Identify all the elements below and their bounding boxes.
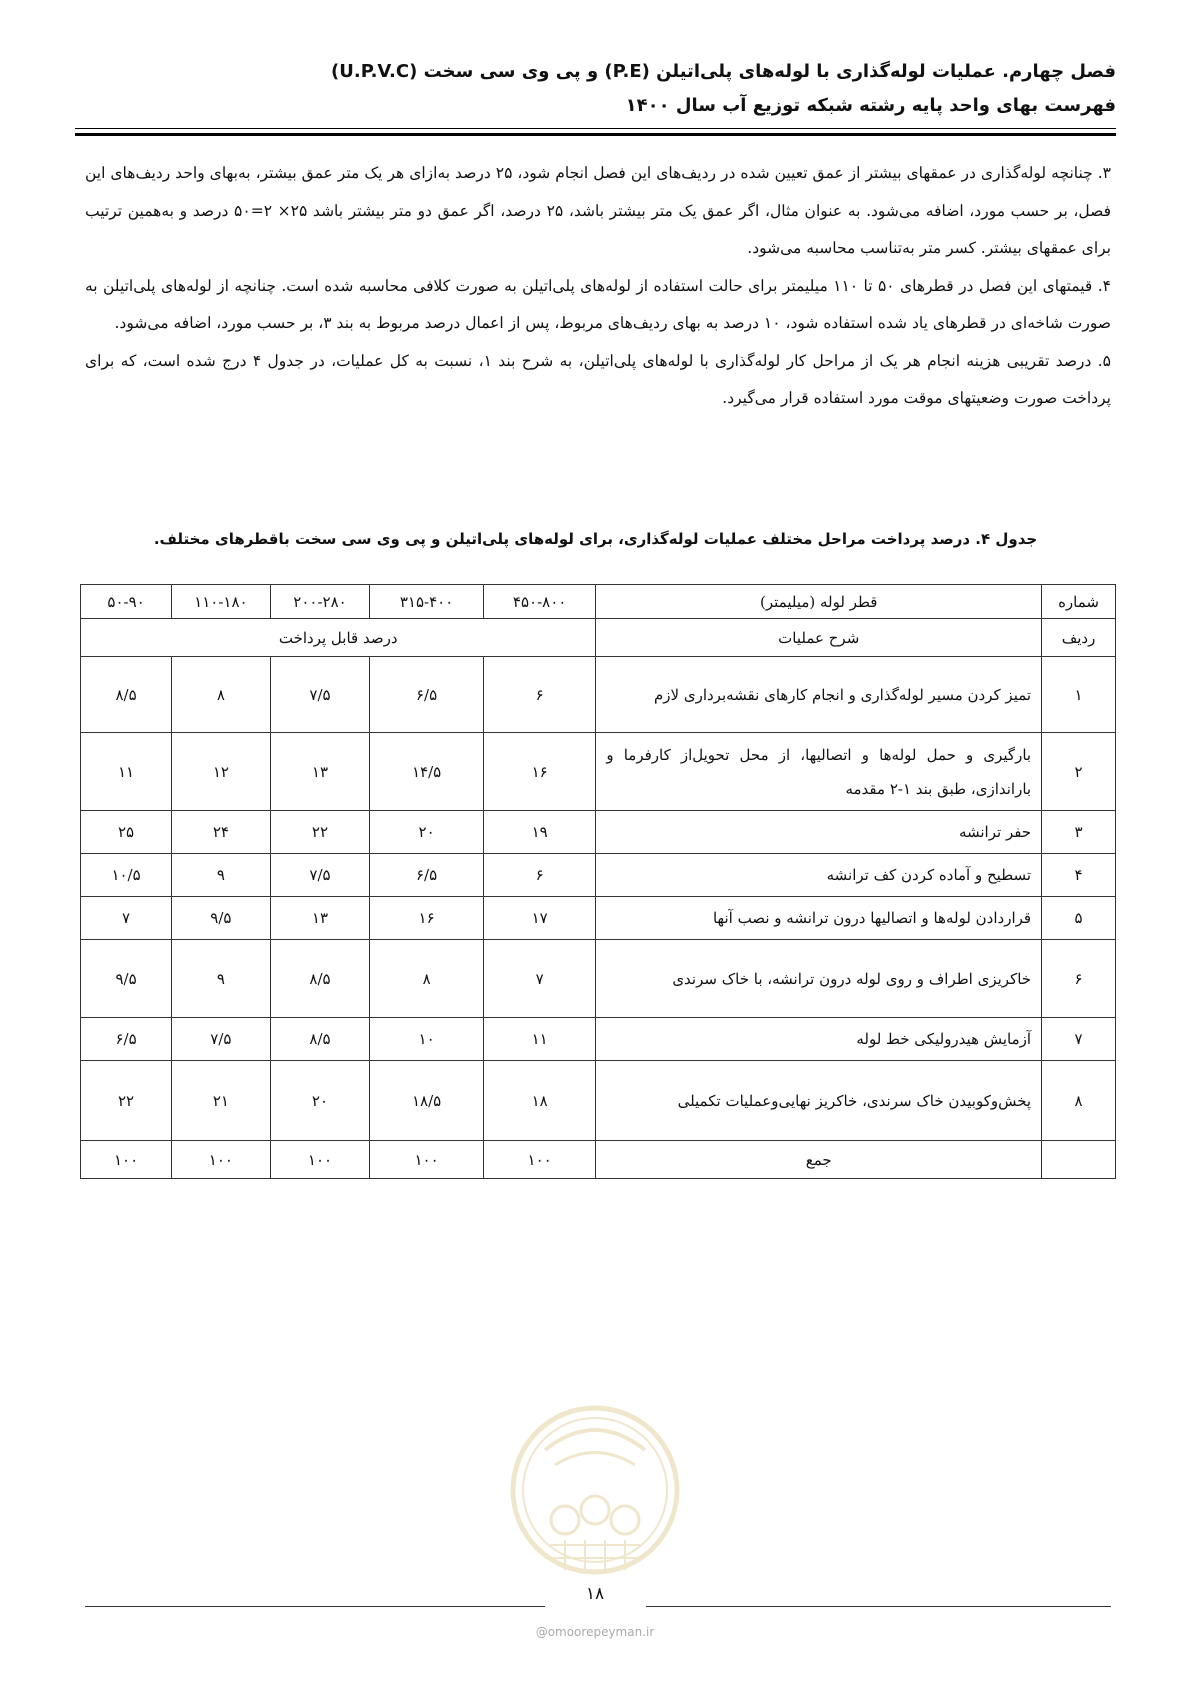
cell-value: ۸ xyxy=(370,940,484,1018)
row-number: ۱ xyxy=(1042,657,1116,733)
header-rule-thick xyxy=(75,133,1116,136)
row-number: ۶ xyxy=(1042,940,1116,1018)
cell-value: ۶ xyxy=(483,657,596,733)
cell-value: ۸/۵ xyxy=(270,1018,370,1061)
cell-value: ۲۴ xyxy=(172,811,271,854)
cell-value: ۶/۵ xyxy=(370,854,484,897)
cell-value: ۸/۵ xyxy=(81,657,172,733)
watermark-url: @omoorepeyman.ir xyxy=(535,1625,655,1639)
paragraph-3: ۳. چنانچه لوله‌گذاری در عمقهای بیشتر از عمق تعیین شده در ردیف‌های این فصل انجام شود، ۲۵ درصد به‌ازای هر یک متر عمق بیشتر، به‌بهای واحد ردیف‌های این فصل، بر حسب مورد، اضافه می‌شود. به عنوان مثال، اگر عمق یک متر بیشتر باشد، ۲۵ درصد، اگر عمق دو متر بیشتر باشد ۲۵× ۲=۵۰ درصد و به‌همین ترتیب برای عمقهای بیشتر. کسر متر به‌تناسب محاسبه می‌شود. xyxy=(85,164,1111,257)
cell-value: ۶/۵ xyxy=(370,657,484,733)
table-row xyxy=(81,733,1116,811)
table-row xyxy=(81,897,1116,940)
row-description: حفر ترانشه xyxy=(596,811,1042,854)
cell-value: ۱۱ xyxy=(483,1018,596,1061)
cell-value: ۱۰ xyxy=(370,1018,484,1061)
footer-rule-left xyxy=(85,1606,545,1607)
table-row xyxy=(81,657,1116,733)
cell-value: ۱۳ xyxy=(270,733,370,811)
cell-value: ۹/۵ xyxy=(81,940,172,1018)
table-row xyxy=(81,1018,1116,1061)
row-description: تمیز کردن مسیر لوله‌گذاری و انجام کارهای نقشه‌برداری لازم xyxy=(596,657,1042,733)
row-description: پخش‌وکوبیدن خاک سرندی، خاکریز نهایی‌وعملیات تکمیلی xyxy=(596,1061,1042,1141)
cell-value: ۱۶ xyxy=(483,733,596,811)
row-number: ۴ xyxy=(1042,854,1116,897)
operation-label: شرح عملیات xyxy=(596,619,1042,657)
table-row xyxy=(81,811,1116,854)
cell-value: ۲۰ xyxy=(270,1061,370,1141)
paragraph-5: ۵. درصد تقریبی هزینه انجام هر یک از مراحل کار لوله‌گذاری با لوله‌های پلی‌اتیلن، به شرح بند ۱، نسبت به کل عملیات، در جدول ۴ درج شده است، که برای پرداخت صورت وضعیتهای موقت مورد استفاده قرار می‌گیرد. xyxy=(85,351,1111,407)
row-label: ردیف xyxy=(1042,619,1116,657)
cell-value: ۸/۵ xyxy=(270,940,370,1018)
diameter-col-4: ۱۱۰-۱۸۰ xyxy=(172,585,271,619)
cell-value: ۷ xyxy=(483,940,596,1018)
cell-value: ۱۰/۵ xyxy=(81,854,172,897)
page-header xyxy=(75,55,1116,123)
row-number: ۵ xyxy=(1042,897,1116,940)
row-description: تسطیح و آماده کردن کف ترانشه xyxy=(596,854,1042,897)
cell-value: ۱۳ xyxy=(270,897,370,940)
header-chapter-title: فصل چهارم. عملیات لوله‌گذاری با لوله‌های پلی‌اتیلن (P.E) و پی وی سی سخت (U.P.V.C) xyxy=(331,61,1116,82)
row-number: ۷ xyxy=(1042,1018,1116,1061)
cell-value: ۲۲ xyxy=(270,811,370,854)
cell-value: ۲۵ xyxy=(81,811,172,854)
body-paragraphs xyxy=(85,155,1111,418)
row-description: بارگیری و حمل لوله‌ها و اتصالیها، از محل تحویل‌از کارفرما و باراندازی، طبق بند ۱-۲ مقدمه xyxy=(596,733,1042,811)
cell-value: ۱۷ xyxy=(483,897,596,940)
diameter-col-3: ۲۰۰-۲۸۰ xyxy=(270,585,370,619)
page-number: ۱۸ xyxy=(585,1584,605,1604)
cell-value: ۶ xyxy=(483,854,596,897)
row-number: ۳ xyxy=(1042,811,1116,854)
table-header-row xyxy=(81,585,1116,619)
cell-value: ۱۶ xyxy=(370,897,484,940)
table-row xyxy=(81,854,1116,897)
table-row xyxy=(81,940,1116,1018)
footer-rule-right xyxy=(646,1606,1111,1607)
header-list-title: فهرست بهای واحد پایه رشته شبکه توزیع آب سال ۱۴۰۰ xyxy=(625,95,1116,116)
cell-value: ۱۸/۵ xyxy=(370,1061,484,1141)
total-label: جمع xyxy=(596,1141,1042,1179)
cell-value: ۲۲ xyxy=(81,1061,172,1141)
row-number: ۸ xyxy=(1042,1061,1116,1141)
row-description: قراردادن لوله‌ها و اتصالیها درون ترانشه و نصب آنها xyxy=(596,897,1042,940)
cell-value: ۷/۵ xyxy=(270,657,370,733)
table-subheader-row xyxy=(81,619,1116,657)
diameter-col-2: ۳۱۵-۴۰۰ xyxy=(370,585,484,619)
total-value: ۱۰۰ xyxy=(270,1141,370,1179)
cell-value: ۶/۵ xyxy=(81,1018,172,1061)
row-description: آزمایش هیدرولیکی خط لوله xyxy=(596,1018,1042,1061)
cell-value: ۹ xyxy=(172,940,271,1018)
header-rule-thin xyxy=(75,128,1116,129)
cell-value: ۹ xyxy=(172,854,271,897)
diameter-col-1: ۴۵۰-۸۰۰ xyxy=(483,585,596,619)
cell-value: ۹/۵ xyxy=(172,897,271,940)
payment-percentage-table xyxy=(80,584,1116,1179)
row-description: خاکریزی اطراف و روی لوله درون ترانشه، با خاک سرندی xyxy=(596,940,1042,1018)
watermark-logo xyxy=(505,1380,685,1600)
cell-value: ۷/۵ xyxy=(270,854,370,897)
cell-value: ۱۲ xyxy=(172,733,271,811)
row-number-label: شماره xyxy=(1042,585,1116,619)
cell-value: ۸ xyxy=(172,657,271,733)
total-value: ۱۰۰ xyxy=(81,1141,172,1179)
cell-value: ۷ xyxy=(81,897,172,940)
cell-value: ۲۰ xyxy=(370,811,484,854)
total-row-number xyxy=(1042,1141,1116,1179)
table-total-row xyxy=(81,1141,1116,1179)
total-value: ۱۰۰ xyxy=(172,1141,271,1179)
total-value: ۱۰۰ xyxy=(370,1141,484,1179)
cell-value: ۱۹ xyxy=(483,811,596,854)
row-number: ۲ xyxy=(1042,733,1116,811)
table-row xyxy=(81,1061,1116,1141)
diameter-label: قطر لوله (میلیمتر) xyxy=(596,585,1042,619)
cell-value: ۱۱ xyxy=(81,733,172,811)
paragraph-4: ۴. قیمتهای این فصل در قطرهای ۵۰ تا ۱۱۰ میلیمتر برای حالت استفاده از لوله‌های پلی‌اتیلن به صورت کلافی محاسبه شده است. چنانچه از لوله‌های پلی‌اتیلن به صورت شاخه‌ای در قطرهای یاد شده استفاده شود، ۱۰ درصد به بهای ردیف‌های مربوط، پس از اعمال درصد مربوط به بند ۳، بر حسب مورد، اضافه می‌شود. xyxy=(85,276,1111,332)
table-caption: جدول ۴. درصد پرداخت مراحل مختلف عملیات لوله‌گذاری، برای لوله‌های پلی‌اتیلن و پی وی سی سخت باقطرهای مختلف. xyxy=(153,530,1038,548)
diameter-col-5: ۵۰-۹۰ xyxy=(81,585,172,619)
cell-value: ۱۸ xyxy=(483,1061,596,1141)
cell-value: ۲۱ xyxy=(172,1061,271,1141)
cell-value: ۱۴/۵ xyxy=(370,733,484,811)
payable-percentage-label: درصد قابل پرداخت xyxy=(81,619,596,657)
cell-value: ۷/۵ xyxy=(172,1018,271,1061)
total-value: ۱۰۰ xyxy=(483,1141,596,1179)
